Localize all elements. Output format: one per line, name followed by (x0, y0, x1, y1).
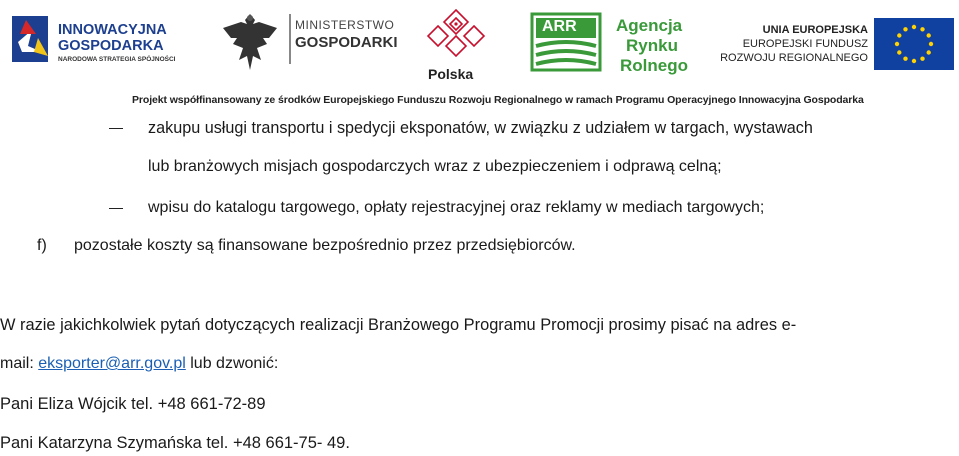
dash-bullet-1 (109, 128, 123, 129)
polska-label: Polska (428, 66, 474, 82)
eu-star-icon (912, 59, 916, 63)
eagle-icon (217, 8, 283, 76)
eu-star-icon (929, 42, 933, 46)
ig-line3: NARODOWA STRATEGIA SPÓJNOŚCI (58, 56, 176, 63)
mail-prefix: mail: (0, 355, 34, 372)
item1-line1: zakupu usługi transportu i spedycji eksponatów, w związku z udziałem w targach, wystawach (148, 119, 813, 137)
arr-logo (530, 12, 710, 76)
eu-star-icon (912, 25, 916, 29)
arr-line1: Agencja (616, 16, 683, 35)
mg-line2: GOSPODARKI (295, 34, 398, 51)
f-marker: f) (37, 237, 47, 254)
eu-star-icon (903, 27, 907, 31)
arr-badge: ARR (542, 18, 577, 35)
eu-star-icon (895, 42, 899, 46)
eu-star-icon (920, 57, 924, 61)
innowacyjna-gospodarka-logo (8, 10, 198, 70)
ue-line2: EUROPEJSKI FUNDUSZ (742, 38, 868, 50)
polska-flower-icon (426, 6, 486, 64)
dash-bullet-2 (109, 208, 123, 209)
cofinancing-caption: Projekt współfinansowany ze środków Europejskiego Funduszu Rozwoju Regionalnego w ramach Programu Operacyjnego Innowacyjna Gospodarka (132, 94, 864, 106)
eu-star-icon (927, 33, 931, 37)
eu-flag-icon (874, 18, 954, 70)
mg-line1: MINISTERSTWO (295, 18, 395, 32)
contact-line1: W razie jakichkolwiek pytań dotyczących realizacji Branżowego Programu Promocji prosimy pisać na adres e- (0, 316, 797, 334)
unia-europejska-logo (722, 18, 954, 72)
arr-line2: Rynku (626, 36, 678, 55)
mg-divider (289, 14, 291, 64)
polska-logo (420, 4, 490, 84)
arr-line3: Rolnego (620, 56, 688, 75)
ig-line1: INNOWACYJNA (58, 22, 167, 38)
eu-star-icon (897, 50, 901, 54)
ue-line3: ROZWOJU REGIONALNEGO (720, 52, 868, 64)
item1-line2: lub branżowych misjach gospodarczych wraz z ubezpieczeniem i odprawą celną; (148, 158, 722, 175)
person1-contact: Pani Eliza Wójcik tel. +48 661-72-89 (0, 395, 266, 413)
eu-star-icon (920, 27, 924, 31)
ig-line2: GOSPODARKA (58, 38, 164, 54)
ue-line1: UNIA EUROPEJSKA (762, 24, 868, 36)
eu-star-icon (897, 33, 901, 37)
email-link[interactable]: eksporter@arr.gov.pl (38, 355, 186, 372)
person2-contact: Pani Katarzyna Szymańska tel. +48 661-75- 49. (0, 434, 350, 452)
ig-star-icon (8, 12, 52, 66)
ministerstwo-gospodarki-logo (215, 6, 405, 76)
mail-suffix: lub dzwonić: (190, 355, 279, 372)
eu-star-icon (903, 57, 907, 61)
item2-text: wpisu do katalogu targowego, opłaty rejestracyjnej oraz reklamy w mediach targowych; (148, 199, 765, 216)
contact-line2 (0, 355, 278, 373)
f-text: pozostałe koszty są finansowane bezpośrednio przez przedsiębiorców. (74, 237, 576, 254)
logo-header (0, 0, 959, 90)
eu-star-icon (927, 50, 931, 54)
